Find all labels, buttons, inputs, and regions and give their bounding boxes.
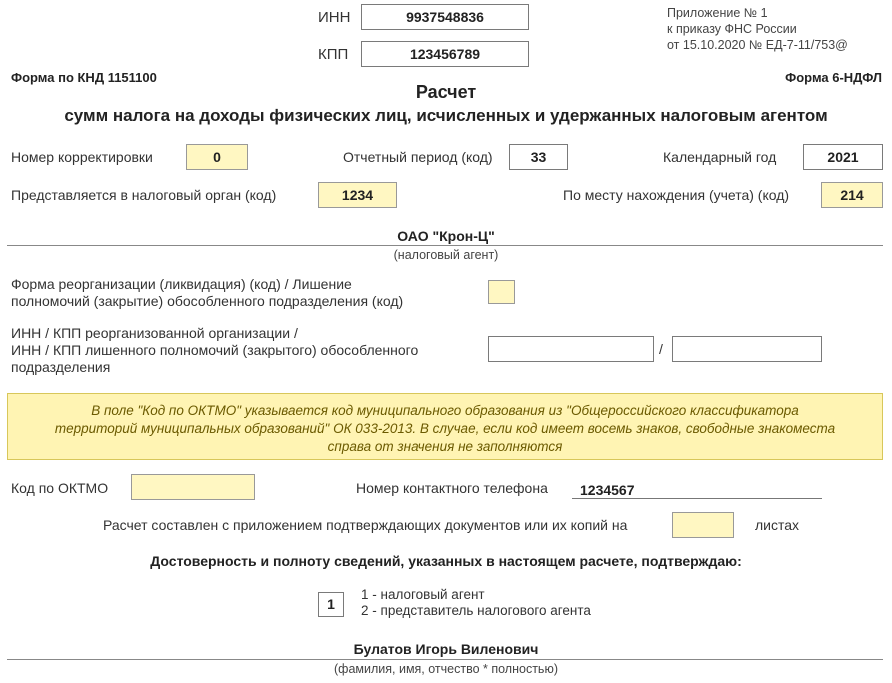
reorg-form-label-2: полномочий (закрытие) обособленного подразделения (код) (11, 293, 404, 309)
oktmo-label: Код по ОКТМО (11, 480, 109, 496)
attachments-unit: листах (755, 517, 800, 533)
oktmo-hint (7, 393, 883, 460)
reorg-form-input[interactable] (488, 280, 515, 304)
year-label: Календарный год (663, 149, 777, 165)
kpp-label: КПП (318, 46, 349, 63)
signer-name[interactable]: Булатов Игорь Виленович (353, 641, 539, 657)
appendix-line-3: от 15.10.2020 № ЕД-7-11/753@ (667, 38, 848, 52)
reorg-separator: / (659, 341, 663, 357)
phone-value: 1234567 (580, 482, 635, 498)
confirm-option-1: 1 - налоговый агент (361, 587, 485, 602)
phone-input[interactable] (572, 480, 822, 499)
tax-authority-label: Представляется в налоговый орган (код) (11, 187, 277, 203)
page-title: Расчет (415, 82, 477, 102)
location-input[interactable]: 214 (821, 182, 883, 208)
agent-divider (7, 245, 883, 246)
confirm-option-2: 2 - представитель налогового агента (361, 603, 591, 618)
agent-caption: (налоговый агент) (393, 248, 499, 262)
form-name: Форма 6-НДФЛ (785, 70, 882, 85)
phone-label: Номер контактного телефона (356, 480, 548, 496)
confirm-signer-type-input[interactable]: 1 (318, 592, 344, 617)
signer-caption: (фамилия, имя, отчество * полностью) (334, 662, 558, 676)
period-input[interactable]: 33 (509, 144, 568, 170)
reorg-form-label-1: Форма реорганизации (ликвидация) (код) / Лишение (11, 276, 352, 292)
appendix-line-1: Приложение № 1 (667, 6, 768, 20)
reorg-innkpp-label-2: ИНН / КПП лишенного полномочий (закрытого) обособленного (11, 342, 419, 358)
oktmo-hint-line-3: справа от значения не заполняются (327, 439, 563, 454)
inn-input[interactable]: 9937548836 (361, 4, 529, 30)
correction-label: Номер корректировки (11, 149, 153, 165)
appendix-line-2: к приказу ФНС России (667, 22, 797, 36)
oktmo-hint-line-1: В поле "Код по ОКТМО" указывается код муниципального образования из "Общероссийского классификатора (91, 403, 799, 418)
attachments-label: Расчет составлен с приложением подтверждающих документов или их копий на (103, 517, 628, 533)
attachments-input[interactable] (672, 512, 734, 538)
reorg-innkpp-label-3: подразделения (11, 359, 111, 375)
page-subtitle: сумм налога на доходы физических лиц, исчисленных и удержанных налоговым агентом (64, 106, 828, 125)
location-label: По месту нахождения (учета) (код) (563, 187, 790, 203)
reorg-kpp-input[interactable] (672, 336, 822, 362)
reorg-inn-input[interactable] (488, 336, 654, 362)
signer-divider (7, 659, 883, 660)
correction-input[interactable]: 0 (186, 144, 248, 170)
inn-label: ИНН (318, 9, 351, 26)
reorg-innkpp-label-1: ИНН / КПП реорганизованной организации / (11, 325, 298, 341)
year-input[interactable]: 2021 (803, 144, 883, 170)
period-label: Отчетный период (код) (343, 149, 493, 165)
form-knd: Форма по КНД 1151100 (11, 70, 157, 85)
oktmo-input[interactable] (131, 474, 255, 500)
oktmo-hint-line-2: территорий муниципальных образований" ОК 033-2013. В случае, если код имеет восемь знаков, свободные знакоместа (54, 421, 836, 436)
agent-name: ОАО "Крон-Ц" (397, 228, 495, 244)
confirm-heading: Достоверность и полноту сведений, указанных в настоящем расчете, подтверждаю: (150, 553, 742, 569)
kpp-input[interactable]: 123456789 (361, 41, 529, 67)
tax-authority-input[interactable]: 1234 (318, 182, 397, 208)
